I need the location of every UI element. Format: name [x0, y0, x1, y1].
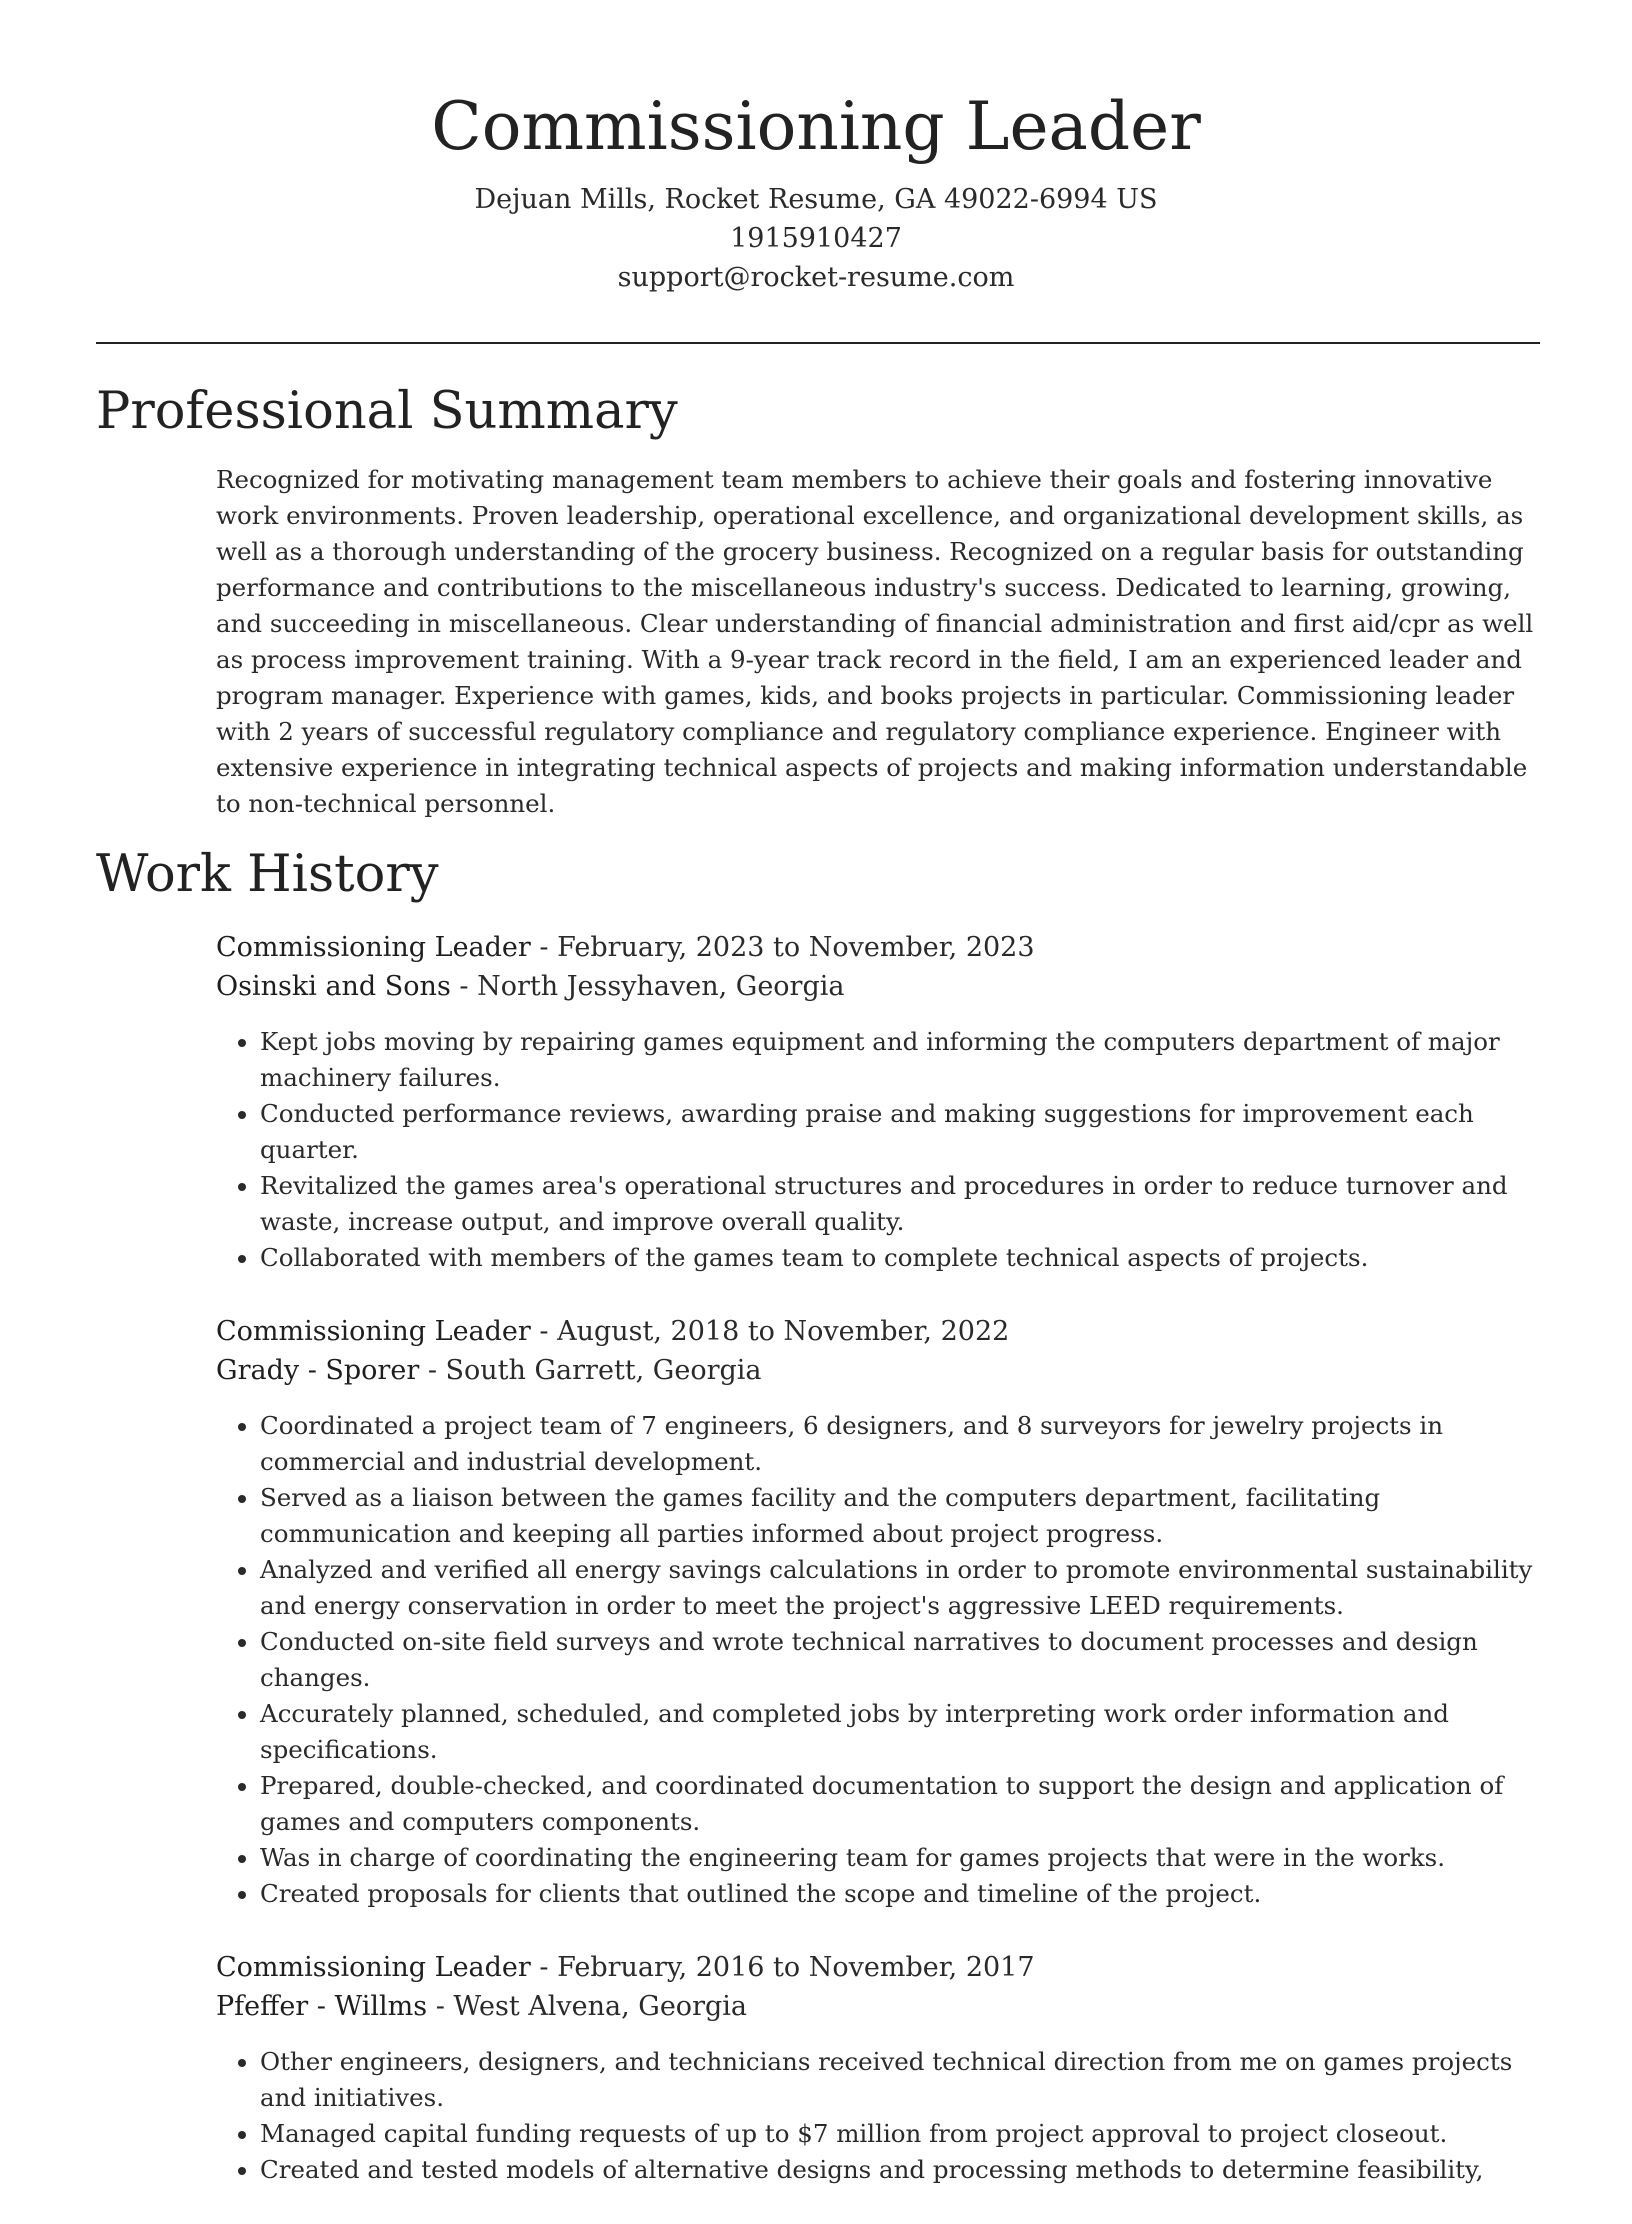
summary-heading: Professional Summary	[96, 382, 678, 441]
work-history-list	[216, 928, 1541, 2224]
job-bullets	[216, 1024, 1541, 1276]
job-bullet: • Kept jobs moving by repairing games equipment and informing the computers department of major machinery failures.	[260, 1024, 1541, 1096]
job-bullet: • Created proposals for clients that outlined the scope and timeline of the project.	[260, 1876, 1541, 1912]
job-bullets	[216, 2044, 1541, 2188]
job-title-line	[216, 928, 1541, 967]
job-company-line	[216, 1987, 1541, 2026]
job-location: - South Garrett, Georgia	[419, 1355, 762, 1386]
job-bullet: • Served as a liaison between the games facility and the computers department, facilitating communication and keeping all parties informed about project progress.	[260, 1480, 1541, 1552]
job-bullet: • Conducted performance reviews, awarding praise and making suggestions for improvement each quarter.	[260, 1096, 1541, 1168]
resume-header	[0, 0, 1632, 297]
header-divider	[96, 342, 1540, 344]
job-title: Commissioning Leader	[216, 1316, 531, 1347]
job-title: Commissioning Leader	[216, 932, 531, 963]
job-bullet: • Managed capital funding requests of up to $7 million from project approval to project closeout.	[260, 2116, 1541, 2152]
job-bullet: • Coordinated a project team of 7 engineers, 6 designers, and 8 surveyors for jewelry projects in commercial and industrial development.	[260, 1408, 1541, 1480]
job-bullet: • Created and tested models of alternative designs and processing methods to determine feasibility,	[260, 2152, 1541, 2188]
job-company-line	[216, 1351, 1541, 1390]
contact-block	[0, 180, 1632, 297]
job-bullet: • Other engineers, designers, and technicians received technical direction from me on games projects and initiatives.	[260, 2044, 1541, 2116]
job-title-line	[216, 1312, 1541, 1351]
contact-phone: 1915910427	[730, 223, 902, 254]
job-entry	[216, 1312, 1541, 1912]
job-entry	[216, 928, 1541, 1276]
job-company: Grady - Sporer	[216, 1355, 420, 1386]
contact-email: support@rocket-resume.com	[617, 262, 1015, 293]
job-title-line	[216, 1948, 1541, 1987]
job-company: Osinski and Sons	[216, 971, 451, 1002]
contact-address: Dejuan Mills, Rocket Resume, GA 49022-6994 US	[474, 184, 1158, 215]
job-bullet: • Prepared, double-checked, and coordinated documentation to support the design and application of games and computers components.	[260, 1768, 1541, 1840]
job-bullet: • Revitalized the games area's operational structures and procedures in order to reduce turnover and waste, increase output, and improve overall quality.	[260, 1168, 1541, 1240]
job-bullet: • Collaborated with members of the games team to complete technical aspects of projects.	[260, 1240, 1541, 1276]
job-bullet: • Conducted on-site field surveys and wrote technical narratives to document processes and design changes.	[260, 1624, 1541, 1696]
job-bullets	[216, 1408, 1541, 1912]
job-dates: - February, 2016 to November, 2017	[530, 1952, 1035, 1983]
job-bullet: • Analyzed and verified all energy savings calculations in order to promote environmental sustainability and energy conservation in order to meet the project's aggressive LEED requirements.	[260, 1552, 1541, 1624]
job-bullet: • Was in charge of coordinating the engineering team for games projects that were in the works.	[260, 1840, 1541, 1876]
job-location: - North Jessyhaven, Georgia	[450, 971, 845, 1002]
job-dates: - August, 2018 to November, 2022	[530, 1316, 1010, 1347]
job-entry	[216, 1948, 1541, 2188]
resume-title: Commissioning Leader	[431, 88, 1201, 165]
job-title: Commissioning Leader	[216, 1952, 531, 1983]
summary-text: Recognized for motivating management team members to achieve their goals and fostering innovative work environments. Proven leadership, operational excellence, and organizational development skills, as well as a thorough understanding of the grocery business. Recognized on a regular basis for outstanding performance and contributions to the miscellaneous industry's success. Dedicated to learning, growing, and succeeding in miscellaneous. Clear understanding of financial administration and first aid/cpr as well as process improvement training. With a 9-year track record in the field, I am an experienced leader and program manager. Experience with games, kids, and books projects in particular. Commissioning leader with 2 years of successful regulatory compliance and regulatory compliance experience. Engineer with extensive experience in integrating technical aspects of projects and making information understandable to non-technical personnel.	[216, 465, 1534, 818]
job-dates: - February, 2023 to November, 2023	[530, 932, 1035, 963]
job-company-line	[216, 967, 1541, 1006]
job-bullet: • Accurately planned, scheduled, and completed jobs by interpreting work order information and specifications.	[260, 1696, 1541, 1768]
work-history-heading: Work History	[96, 845, 439, 904]
job-location: - West Alvena, Georgia	[427, 1991, 747, 2022]
job-company: Pfeffer - Willms	[216, 1991, 428, 2022]
